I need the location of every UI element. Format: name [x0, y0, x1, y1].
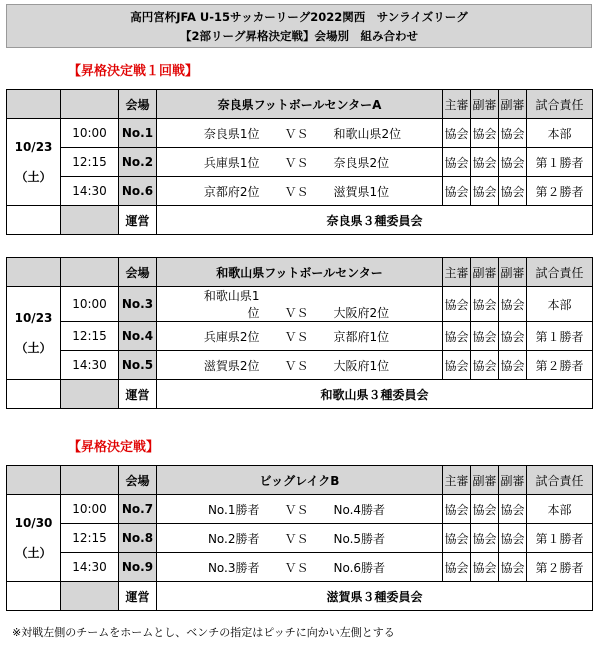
referee-assist-2: 協会 [499, 322, 527, 351]
vs-label: ＶＳ [284, 329, 309, 344]
vs-label: ＶＳ [284, 531, 309, 546]
match-responsibility: 第１勝者 [527, 524, 593, 553]
date-value: 10/30 [14, 516, 53, 530]
weekday-value: （土） [15, 546, 52, 560]
home-team: 兵庫県1位 [203, 155, 260, 170]
operator-row [7, 380, 593, 409]
referee-assist-2: 協会 [499, 119, 527, 148]
home-team: 奈良県1位 [203, 126, 260, 141]
referee-main: 協会 [443, 351, 471, 380]
blank-cell [7, 466, 61, 495]
referee-main: 協会 [443, 177, 471, 206]
weekday-value: （土） [15, 170, 52, 184]
kickoff-time: 12:15 [61, 322, 119, 351]
match-responsibility: 本部 [527, 495, 593, 524]
operator-name: 滋賀県３種委員会 [157, 582, 593, 611]
referee-assist-1: 協会 [471, 177, 499, 206]
venue-name: 奈良県フットボールセンターA [157, 90, 443, 119]
table-row [7, 177, 593, 206]
venue-label: 会場 [119, 258, 157, 287]
vs-label: ＶＳ [284, 155, 309, 170]
blank-cell [61, 380, 119, 409]
section-title-final: 【昇格決定戦】 [68, 440, 160, 455]
away-team: 大阪府1位 [333, 358, 390, 373]
match-responsibility: 本部 [527, 119, 593, 148]
table-header-row [7, 466, 593, 495]
vs-label: ＶＳ [284, 126, 309, 141]
match-responsibility: 第２勝者 [527, 553, 593, 582]
vs-label: ＶＳ [284, 306, 309, 320]
match-number: No.6 [119, 177, 157, 206]
referee-assist-2: 協会 [499, 287, 527, 322]
matchup [157, 287, 443, 322]
referee-main: 協会 [443, 495, 471, 524]
referee-assist-2: 協会 [499, 351, 527, 380]
matchup [157, 119, 443, 148]
match-responsibility: 第２勝者 [527, 177, 593, 206]
table-header-row [7, 90, 593, 119]
table-row [7, 524, 593, 553]
referee-assist-1: 協会 [471, 119, 499, 148]
table-row [7, 119, 593, 148]
vs-label: ＶＳ [284, 358, 309, 373]
referee-main: 協会 [443, 524, 471, 553]
match-number: No.5 [119, 351, 157, 380]
referee-assist-2: 協会 [499, 495, 527, 524]
match-responsibility: 本部 [527, 287, 593, 322]
home-team: No.2勝者 [207, 531, 260, 546]
home-team: 和歌山県1位 [203, 289, 260, 320]
match-number: No.7 [119, 495, 157, 524]
referee-assist-2: 協会 [499, 553, 527, 582]
referee-main: 協会 [443, 553, 471, 582]
kickoff-time: 10:00 [61, 119, 119, 148]
match-number: No.4 [119, 322, 157, 351]
weekday-value: （土） [15, 341, 52, 355]
venue-label: 会場 [119, 466, 157, 495]
home-team: 滋賀県2位 [203, 358, 260, 373]
kickoff-time: 12:15 [61, 524, 119, 553]
referee-assist-1: 協会 [471, 148, 499, 177]
referee-assist-header: 副審 [471, 258, 499, 287]
operator-name: 奈良県３種委員会 [157, 206, 593, 235]
kickoff-time: 14:30 [61, 351, 119, 380]
match-number: No.9 [119, 553, 157, 582]
operation-label: 運営 [119, 582, 157, 611]
match-number: No.3 [119, 287, 157, 322]
section-title-round1: 【昇格決定戦１回戦】 [68, 64, 199, 79]
blank-cell [61, 90, 119, 119]
table-row [7, 553, 593, 582]
match-number: No.1 [119, 119, 157, 148]
matchup [157, 351, 443, 380]
date-value: 10/23 [14, 140, 53, 154]
referee-main-header: 主審 [443, 90, 471, 119]
kickoff-time: 10:00 [61, 287, 119, 322]
schedule-table [6, 89, 593, 235]
referee-assist-header: 副審 [471, 466, 499, 495]
match-date [7, 495, 61, 582]
referee-assist-1: 協会 [471, 495, 499, 524]
matchup [157, 322, 443, 351]
away-team: No.4勝者 [333, 502, 386, 517]
matchup [157, 524, 443, 553]
referee-main-header: 主審 [443, 258, 471, 287]
match-responsibility-header: 試合責任 [527, 466, 593, 495]
blank-cell [7, 582, 61, 611]
blank-cell [7, 206, 61, 235]
match-responsibility: 第１勝者 [527, 322, 593, 351]
match-date [7, 287, 61, 380]
table-header-row [7, 258, 593, 287]
away-team: No.5勝者 [333, 531, 386, 546]
header-subtitle: 【2部リーグ昇格決定戦】会場別 組み合わせ [180, 29, 418, 43]
match-responsibility: 第１勝者 [527, 148, 593, 177]
referee-assist-header: 副審 [499, 90, 527, 119]
referee-main: 協会 [443, 119, 471, 148]
operator-row [7, 206, 593, 235]
operator-row [7, 582, 593, 611]
away-team: 滋賀県1位 [333, 184, 390, 199]
referee-assist-header: 副審 [499, 466, 527, 495]
away-team: No.6勝者 [333, 560, 386, 575]
referee-assist-1: 協会 [471, 553, 499, 582]
match-number: No.8 [119, 524, 157, 553]
operation-label: 運営 [119, 206, 157, 235]
blank-cell [61, 206, 119, 235]
referee-main: 協会 [443, 322, 471, 351]
vs-label: ＶＳ [284, 560, 309, 575]
kickoff-time: 14:30 [61, 553, 119, 582]
schedule-table [6, 465, 593, 611]
match-number: No.2 [119, 148, 157, 177]
kickoff-time: 12:15 [61, 148, 119, 177]
footnote: ※対戦左側のチームをホームとし、ベンチの指定はピッチに向かい左側とする [12, 626, 395, 639]
matchup [157, 148, 443, 177]
away-team: 京都府1位 [333, 329, 390, 344]
away-team: 奈良県2位 [333, 155, 390, 170]
match-date [7, 119, 61, 206]
schedule-table [6, 257, 593, 409]
away-team: 大阪府2位 [333, 306, 390, 320]
document-header [6, 4, 592, 48]
kickoff-time: 14:30 [61, 177, 119, 206]
header-title: 高円宮杯JFA U-15サッカーリーグ2022関西 サンライズリーグ [130, 10, 468, 24]
referee-main: 協会 [443, 148, 471, 177]
home-team: 京都府2位 [203, 184, 260, 199]
vs-label: ＶＳ [284, 502, 309, 517]
venue-label: 会場 [119, 90, 157, 119]
referee-assist-1: 協会 [471, 524, 499, 553]
matchup [157, 177, 443, 206]
referee-assist-header: 副審 [499, 258, 527, 287]
matchup [157, 495, 443, 524]
blank-cell [61, 466, 119, 495]
operation-label: 運営 [119, 380, 157, 409]
home-team: No.1勝者 [207, 502, 260, 517]
table-row [7, 148, 593, 177]
table-row [7, 287, 593, 322]
away-team: 和歌山県2位 [333, 126, 402, 141]
blank-cell [7, 258, 61, 287]
referee-assist-2: 協会 [499, 148, 527, 177]
match-responsibility: 第２勝者 [527, 351, 593, 380]
table-row [7, 351, 593, 380]
table-row [7, 495, 593, 524]
date-value: 10/23 [14, 311, 53, 325]
blank-cell [7, 90, 61, 119]
operator-name: 和歌山県３種委員会 [157, 380, 593, 409]
blank-cell [7, 380, 61, 409]
referee-assist-2: 協会 [499, 177, 527, 206]
blank-cell [61, 258, 119, 287]
referee-main: 協会 [443, 287, 471, 322]
referee-assist-2: 協会 [499, 524, 527, 553]
venue-name: ビッグレイクB [157, 466, 443, 495]
kickoff-time: 10:00 [61, 495, 119, 524]
matchup [157, 553, 443, 582]
home-team: No.3勝者 [207, 560, 260, 575]
referee-assist-1: 協会 [471, 351, 499, 380]
referee-main-header: 主審 [443, 466, 471, 495]
referee-assist-1: 協会 [471, 322, 499, 351]
vs-label: ＶＳ [284, 184, 309, 199]
referee-assist-header: 副審 [471, 90, 499, 119]
home-team: 兵庫県2位 [203, 329, 260, 344]
blank-cell [61, 582, 119, 611]
venue-name: 和歌山県フットボールセンター [157, 258, 443, 287]
match-responsibility-header: 試合責任 [527, 258, 593, 287]
match-responsibility-header: 試合責任 [527, 90, 593, 119]
table-row [7, 322, 593, 351]
referee-assist-1: 協会 [471, 287, 499, 322]
